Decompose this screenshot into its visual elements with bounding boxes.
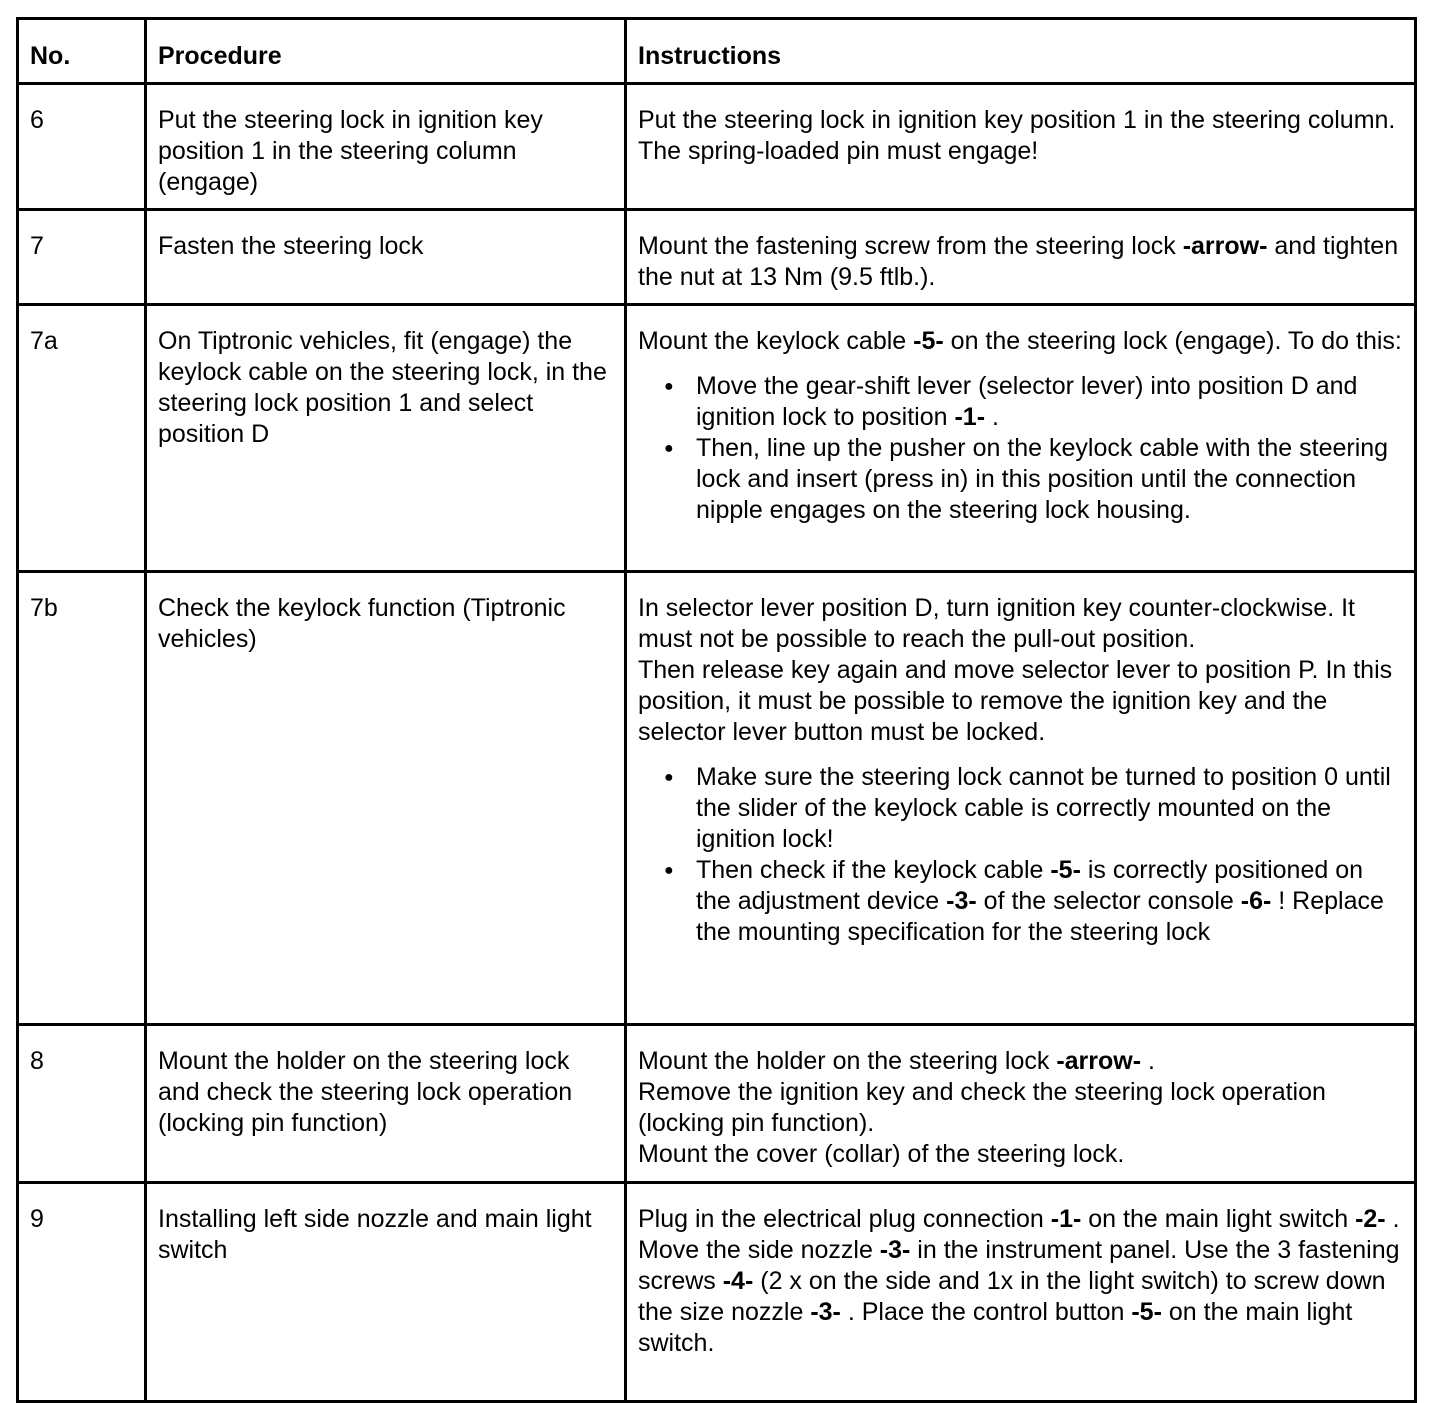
instruction-text: on the main light switch bbox=[1081, 1205, 1356, 1233]
reference-marker: -5- bbox=[1131, 1298, 1162, 1326]
instruction-paragraph bbox=[638, 1204, 1404, 1235]
instruction-text: in the instrument panel. Use the 3 fastening screws bbox=[638, 1236, 1400, 1295]
reference-marker: -6- bbox=[1240, 887, 1272, 915]
instruction-text: Move the gear-shift lever (selector lever) into position D and ignition lock to position bbox=[696, 372, 1358, 431]
instruction-paragraph bbox=[638, 326, 1404, 357]
list-item: ● Make sure the steering lock cannot be turned to position 0 until the slider of the keylock cable is correctly mounted on the ignition lock! bbox=[696, 762, 1404, 855]
table-header-row bbox=[18, 19, 1416, 84]
header-procedure: Procedure bbox=[146, 19, 626, 84]
row-number: 9 bbox=[18, 1183, 146, 1402]
reference-marker: -1- bbox=[954, 403, 986, 431]
instruction-text: is correctly positioned on the adjustment device bbox=[696, 856, 1364, 915]
instruction-text: Move the side nozzle bbox=[638, 1236, 880, 1264]
instruction-paragraph: Then release key again and move selector lever to position P. In this position, it must be possible to remove the ignition key and the selector lever button must be locked. bbox=[638, 656, 1393, 746]
instruction-text: (2 x on the side and 1x in the light switch) to screw down the size nozzle bbox=[638, 1267, 1386, 1326]
header-instructions: Instructions bbox=[626, 19, 1416, 84]
instruction-text: on the steering lock (engage). To do this: bbox=[943, 327, 1402, 355]
table-row bbox=[18, 305, 1416, 572]
row-number: 7 bbox=[18, 210, 146, 305]
table-row bbox=[18, 210, 1416, 305]
reference-marker: -arrow- bbox=[1182, 232, 1268, 260]
instruction-text: of the selector console bbox=[976, 887, 1241, 915]
instruction-text: and tighten the nut at 13 Nm (9.5 ftlb.). bbox=[638, 232, 1399, 291]
reference-marker: -2- bbox=[1355, 1205, 1386, 1233]
instruction-text: . bbox=[1385, 1205, 1400, 1233]
bullet-list bbox=[638, 762, 1404, 948]
row-procedure: Mount the holder on the steering lock and check the steering lock operation (locking pin function) bbox=[146, 1025, 626, 1183]
list-item bbox=[696, 855, 1404, 948]
row-instructions: Put the steering lock in ignition key position 1 in the steering column. The spring-loaded pin must engage! bbox=[626, 84, 1416, 210]
row-instructions bbox=[626, 210, 1416, 305]
list-item: ● Then, line up the pusher on the keylock cable with the steering lock and insert (press in) in this position until the connection nipple engages on the steering lock housing. bbox=[696, 433, 1404, 526]
row-procedure: Check the keylock function (Tiptronic vehicles) bbox=[146, 572, 626, 1025]
table-row bbox=[18, 572, 1416, 1025]
instruction-paragraph bbox=[638, 1046, 1404, 1077]
row-instructions bbox=[626, 305, 1416, 572]
row-instructions bbox=[626, 1183, 1416, 1402]
row-number: 6 bbox=[18, 84, 146, 210]
row-number: 7b bbox=[18, 572, 146, 1025]
reference-marker: -3- bbox=[946, 887, 977, 915]
reference-marker: -5- bbox=[1050, 856, 1081, 884]
instruction-text: on the main light switch. bbox=[638, 1298, 1353, 1357]
row-procedure: Put the steering lock in ignition key position 1 in the steering column (engage) bbox=[146, 84, 626, 210]
instruction-paragraph: Mount the cover (collar) of the steering lock. bbox=[638, 1140, 1125, 1168]
instruction-paragraph: In selector lever position D, turn ignition key counter-clockwise. It must not be possible to reach the pull-out position. bbox=[638, 594, 1355, 653]
table-row bbox=[18, 1183, 1416, 1402]
instruction-text: Plug in the electrical plug connection bbox=[638, 1205, 1051, 1233]
instruction-text: . Place the control button bbox=[840, 1298, 1132, 1326]
instruction-text: Mount the keylock cable bbox=[638, 327, 914, 355]
row-instructions bbox=[626, 1025, 1416, 1183]
reference-marker: -1- bbox=[1050, 1205, 1082, 1233]
row-number: 8 bbox=[18, 1025, 146, 1183]
bullet-list bbox=[638, 371, 1404, 526]
instruction-text: Mount the fastening screw from the steering lock bbox=[638, 232, 1183, 260]
instruction-text: . bbox=[985, 403, 999, 431]
row-procedure: Fasten the steering lock bbox=[146, 210, 626, 305]
reference-marker: -arrow- bbox=[1056, 1047, 1142, 1075]
reference-marker: -4- bbox=[722, 1267, 754, 1295]
instruction-text: . bbox=[1141, 1047, 1155, 1075]
row-instructions bbox=[626, 572, 1416, 1025]
table-row bbox=[18, 84, 1416, 210]
list-item bbox=[696, 371, 1404, 433]
instruction-text: ! Replace the mounting specification for the steering lock bbox=[696, 887, 1384, 946]
instruction-text: Mount the holder on the steering lock bbox=[638, 1047, 1057, 1075]
reference-marker: -3- bbox=[810, 1298, 841, 1326]
reference-marker: -5- bbox=[913, 327, 944, 355]
reference-marker: -3- bbox=[879, 1236, 911, 1264]
header-no: No. bbox=[18, 19, 146, 84]
table-row bbox=[18, 1025, 1416, 1183]
row-number: 7a bbox=[18, 305, 146, 572]
instruction-text: Then check if the keylock cable bbox=[696, 856, 1051, 884]
row-procedure: On Tiptronic vehicles, fit (engage) the keylock cable on the steering lock, in the steering lock position 1 and select position D bbox=[146, 305, 626, 572]
procedure-table bbox=[16, 17, 1417, 1403]
instruction-paragraph bbox=[638, 1235, 1404, 1359]
instruction-paragraph: Remove the ignition key and check the steering lock operation (locking pin function). bbox=[638, 1078, 1326, 1137]
row-procedure: Installing left side nozzle and main light switch bbox=[146, 1183, 626, 1402]
